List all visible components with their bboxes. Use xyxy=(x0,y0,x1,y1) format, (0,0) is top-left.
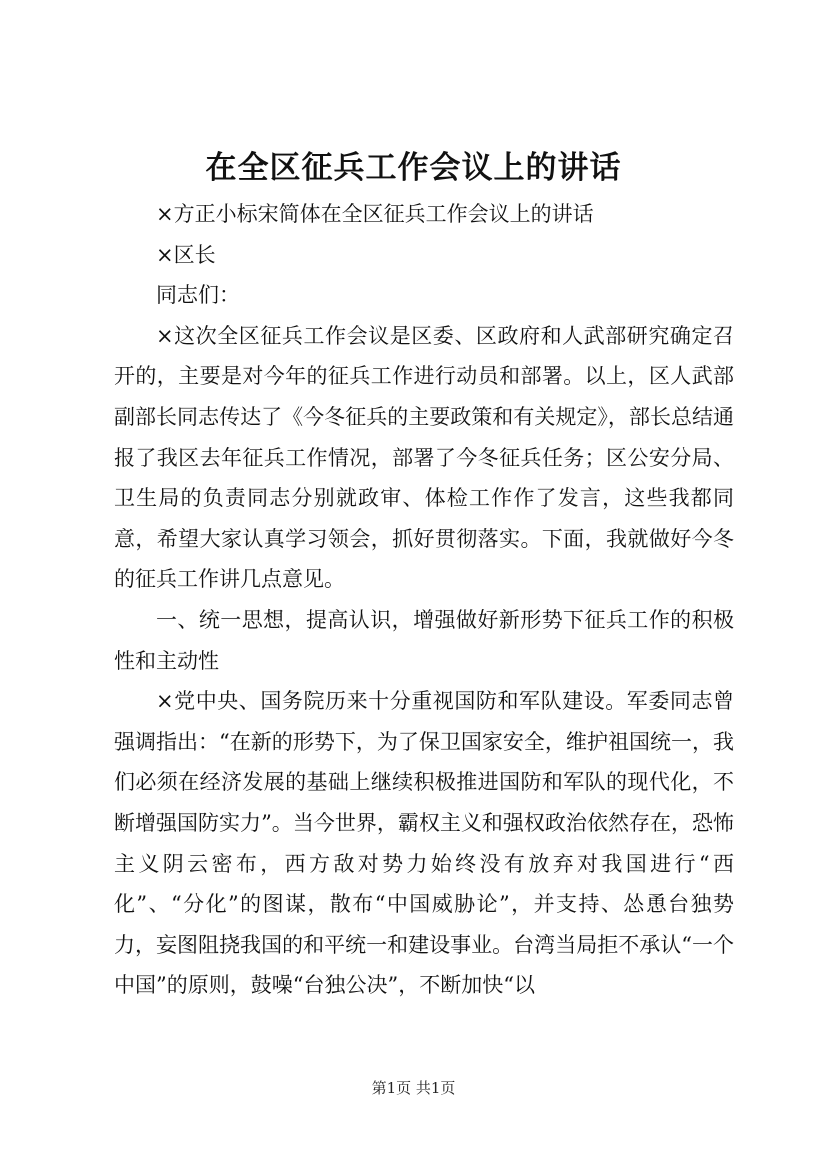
salutation: 同志们： xyxy=(156,283,240,308)
document-subtitle-line: ×方正小标宋简体在全区征兵工作会议上的讲话 xyxy=(156,202,594,226)
body-paragraph: ×这次全区征兵工作会议是区委、区政府和人武部研究确定召开的，主要是对今年的征兵工作进行动员和部署。以上，区人武部副部长同志传达了《今冬征兵的主要政策和有关规定》，部长总结通报了我区去年征兵工作情况，部署了今冬征兵任务；区公安分局、卫生局的负责同志分别就政审、体检工作作了发言，这些我都同意，希望大家认真学习领会，抓好贯彻落实。下面，我就做好今冬的征兵工作讲几点意见。 xyxy=(114,323,734,592)
section-heading: 一、统一思想，提高认识，增强做好新形势下征兵工作的积极性和主动性 xyxy=(114,607,734,673)
page-footer: 第1页 共1页 xyxy=(371,1079,456,1097)
document-body xyxy=(114,194,734,1006)
body-paragraph: ×党中央、国务院历来十分重视国防和军队建设。军委同志曾强调指出：“在新的形势下，为了保卫国家安全，维护祖国统一，我们必须在经济发展的基础上继续积极推进国防和军队的现代化，不断增强国防实力”。当今世界，霸权主义和强权政治依然存在，恐怖主义阴云密布，西方敌对势力始终没有放弃对我国进行“西化”、“分化”的图谋，散布“中国威胁论”，并支持、怂恿台独势力，妄图阻挠我国的和平统一和建设事业。台湾当局拒不承认“一个中国”的原则，鼓噪“台独公决”，不断加快“以 xyxy=(114,689,734,998)
speaker-line: ×区长 xyxy=(156,242,216,267)
document-title: 在全区征兵工作会议上的讲话 xyxy=(205,150,622,186)
